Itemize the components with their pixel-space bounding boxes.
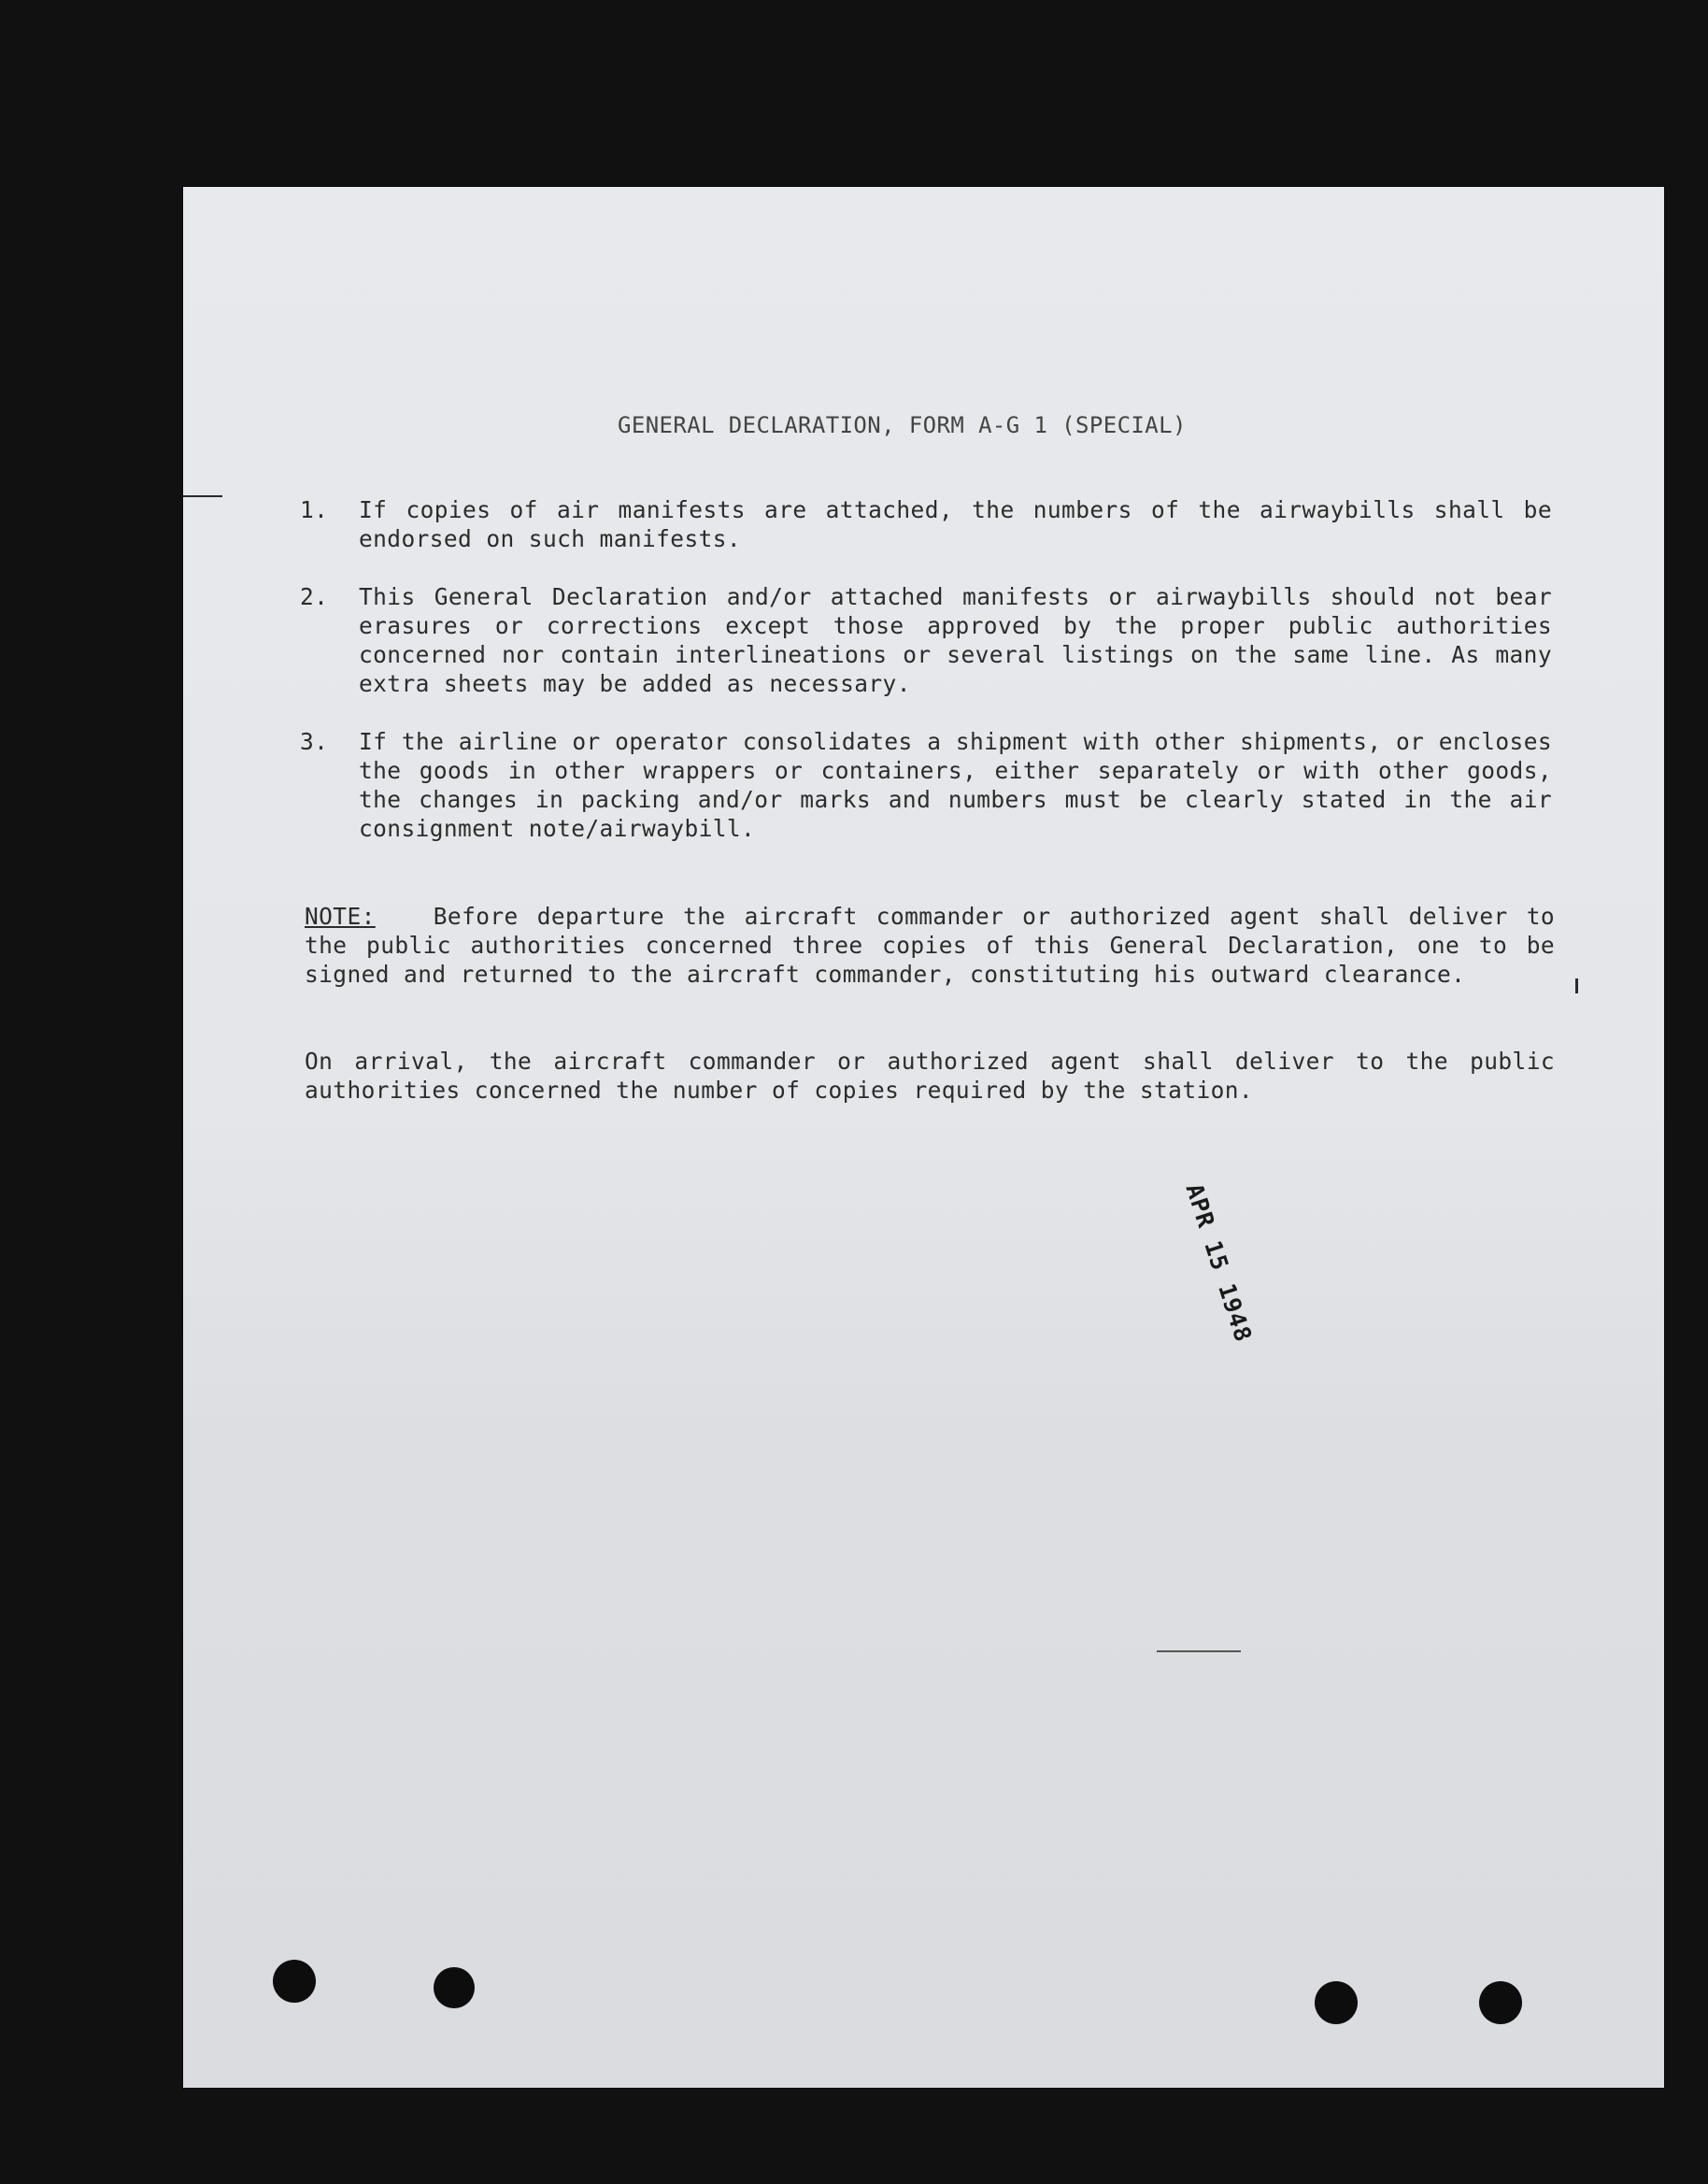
item-text: If the airline or operator consolidates a shipment with other shipments, or encloses the goods in other wrappers or containers, either separately or with other goods, the changes in packing and/or marks and numbers must be clearly stated in the air consignment note/airwaybill. bbox=[359, 728, 1552, 842]
punch-hole bbox=[1479, 1981, 1522, 2024]
instruction-item bbox=[300, 582, 1552, 698]
paper-tear-mark bbox=[183, 495, 222, 497]
note-text: Before departure the aircraft commander or authorized agent shall deliver to the public authorities concerned three copies of this General Declaration, one to be signed and returned to the aircraft commander, constituting his outward clearance. bbox=[305, 903, 1555, 988]
instruction-item bbox=[300, 727, 1552, 843]
item-text: If copies of air manifests are attached, the numbers of the airwaybills shall be endorsed on such manifests. bbox=[359, 496, 1552, 552]
note-label: NOTE: bbox=[305, 903, 376, 930]
punch-hole bbox=[1315, 1981, 1358, 2024]
date-stamp: APR 15 1948 bbox=[1180, 1180, 1258, 1346]
note-paragraph bbox=[305, 902, 1555, 989]
margin-mark bbox=[1575, 978, 1578, 993]
item-number: 2. bbox=[300, 583, 329, 610]
pencil-mark bbox=[1157, 1650, 1241, 1652]
item-number: 3. bbox=[300, 728, 329, 755]
item-text: This General Declaration and/or attached manifests or airwaybills should not bear erasures or corrections except those approved by the proper public authorities concerned nor contain interlineations or several listings on the same line. As many extra sheets may be added as necessary. bbox=[359, 583, 1552, 697]
item-number: 1. bbox=[300, 496, 329, 523]
document-title: GENERAL DECLARATION, FORM A-G 1 (SPECIAL) bbox=[618, 412, 1187, 438]
arrival-paragraph: On arrival, the aircraft commander or authorized agent shall deliver to the public authorities concerned the number of copies required by the station. bbox=[305, 1048, 1555, 1104]
instruction-item bbox=[300, 495, 1552, 553]
punch-hole bbox=[273, 1960, 316, 2003]
document-sheet bbox=[183, 187, 1664, 2088]
punch-hole bbox=[434, 1967, 475, 2008]
